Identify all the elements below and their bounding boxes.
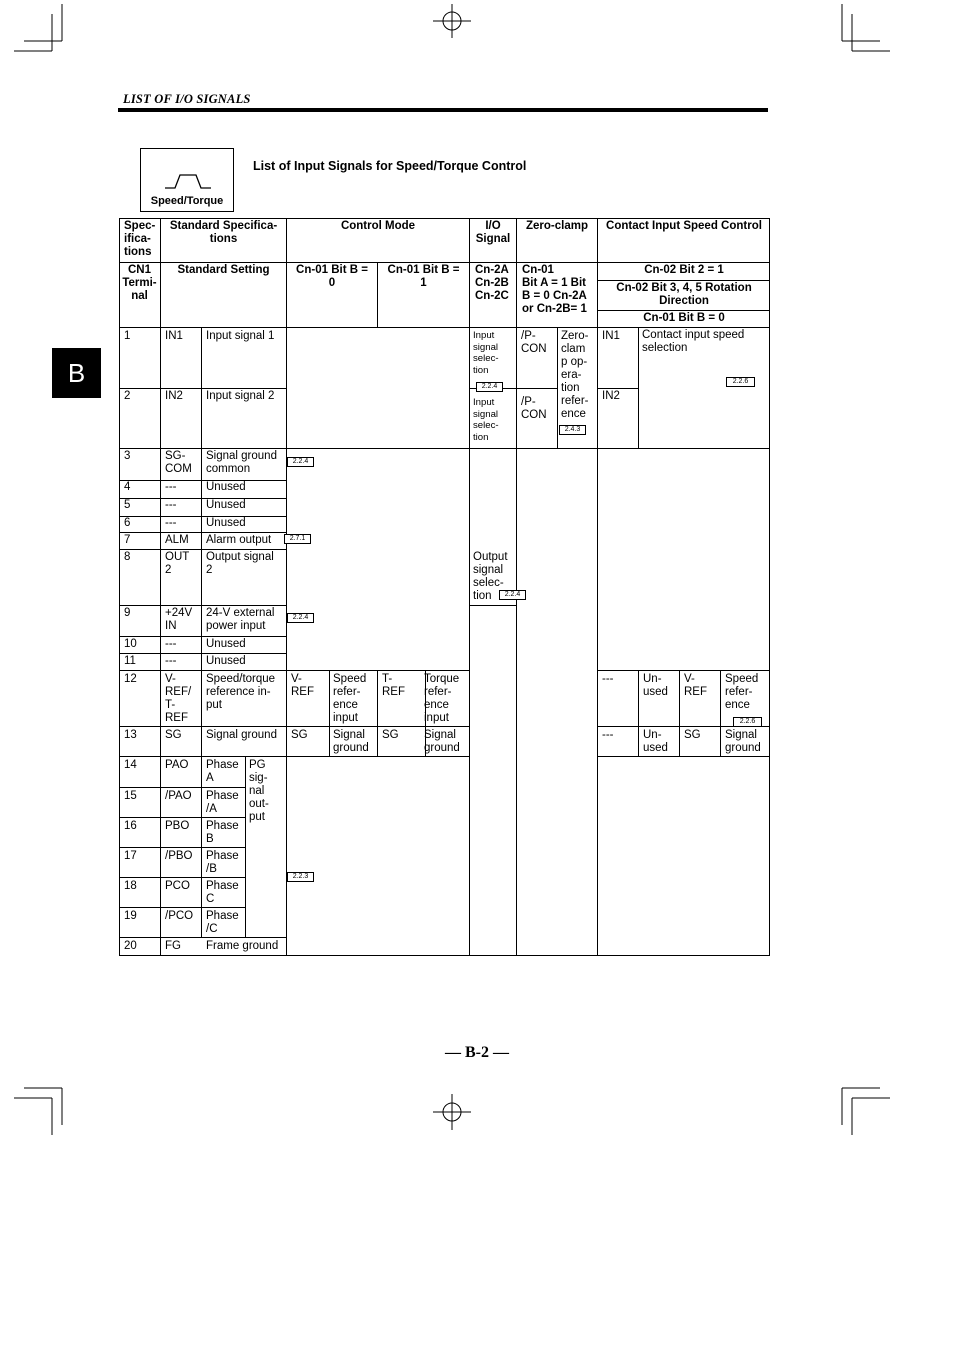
- hdr-zero-clamp-parameters: Cn-01 Bit A = 1 Bit B = 0 Cn-2A or Cn-2B= 1: [522, 264, 587, 315]
- row-14-description: Phase A: [206, 759, 239, 784]
- row-18-terminal: 18: [124, 880, 137, 892]
- row-5-signal: ---: [165, 499, 177, 511]
- section-ref: 2.2.4: [287, 613, 314, 623]
- control-mode-box: [140, 148, 234, 212]
- hdr-cn1-terminal: CN1 Termi- nal: [122, 264, 157, 302]
- row-13-contact-col2: Un- used: [643, 729, 668, 754]
- row-7-signal: ALM: [165, 534, 189, 546]
- hdr-contact-input-speed-control: Contact Input Speed Control: [606, 220, 762, 232]
- row-14-signal: PAO: [165, 759, 189, 771]
- section-ref: 2.2.6: [726, 377, 755, 387]
- row-5-description: Unused: [206, 499, 246, 511]
- hdr-io-signal: I/O Signal: [475, 220, 511, 245]
- row-2-io-selection: Input signal selec- tion: [473, 397, 499, 443]
- row-19-signal: /PCO: [165, 910, 194, 922]
- hdr-cn02-bit345: Cn-02 Bit 3, 4, 5 Rotation Direction: [616, 282, 752, 307]
- trapezoid-speed-profile-icon: [165, 171, 211, 191]
- row-8-description: Output signal 2: [206, 551, 274, 576]
- row-11-description: Unused: [206, 655, 246, 667]
- row-20-description: Frame ground: [206, 940, 279, 952]
- section-ref: 2.2.4: [287, 457, 314, 467]
- row-12-mode1-signal: T- REF: [382, 673, 405, 698]
- row-7-description: Alarm output: [206, 534, 272, 546]
- row-12-contact-col1: ---: [602, 673, 614, 685]
- row-8-io-selection: Output signal selec- tion: [473, 551, 508, 602]
- row-4-signal: ---: [165, 481, 177, 493]
- row-12-contact-col3: V- REF: [684, 673, 707, 698]
- row-18-description: Phase C: [206, 880, 239, 905]
- row-12-contact-col2: Un- used: [643, 673, 668, 698]
- section-ref: 2.7.1: [284, 534, 311, 544]
- row-8-signal: OUT 2: [165, 551, 190, 576]
- hdr-bit-b-1: Cn-01 Bit B = 1: [387, 264, 460, 289]
- row-19-terminal: 19: [124, 910, 137, 922]
- row-1-terminal: 1: [124, 330, 131, 342]
- section-ref: 2.2.4: [499, 590, 526, 600]
- row-2-terminal: 2: [124, 390, 131, 402]
- row-20-signal: FG: [165, 940, 181, 952]
- row-10-terminal: 10: [124, 638, 137, 650]
- row-5-terminal: 5: [124, 499, 131, 511]
- row-9-signal: +24V IN: [165, 607, 193, 632]
- row-11-signal: ---: [165, 655, 177, 667]
- section-ref: 2.2.4: [476, 382, 503, 392]
- row-13-description: Signal ground: [206, 729, 277, 741]
- row-17-signal: /PBO: [165, 850, 193, 862]
- hdr-standard-specifications: Standard Specifica- tions: [169, 220, 278, 245]
- row-3-terminal: 3: [124, 450, 131, 462]
- row-16-signal: PBO: [165, 820, 190, 832]
- running-header: LIST OF I/O SIGNALS: [123, 92, 251, 106]
- row-15-signal: /PAO: [165, 790, 192, 802]
- row-3-description: Signal ground common: [206, 450, 277, 475]
- row-16-description: Phase B: [206, 820, 239, 845]
- hdr-cn02-bit2: Cn-02 Bit 2 = 1: [644, 264, 724, 276]
- row-3-signal: SG- COM: [165, 450, 192, 475]
- row-12-terminal: 12: [124, 673, 137, 685]
- row-15-description: Phase /A: [206, 790, 239, 815]
- row-1-signal: IN1: [165, 330, 183, 342]
- row-13-contact-col1: ---: [602, 729, 614, 741]
- row-9-description: 24-V external power input: [206, 607, 275, 632]
- row-14-terminal: 14: [124, 759, 137, 771]
- section-ref: 2.4.3: [559, 425, 586, 435]
- row-6-description: Unused: [206, 517, 246, 529]
- row-11-terminal: 11: [124, 655, 136, 667]
- section-ref: 2.2.3: [287, 872, 314, 882]
- row-13-signal: SG: [165, 729, 182, 741]
- row-18-signal: PCO: [165, 880, 190, 892]
- row-2-zero-clamp-signal: /P- CON: [521, 396, 547, 421]
- hdr-control-mode: Control Mode: [340, 220, 416, 232]
- row-2-contact-signal: IN2: [602, 390, 620, 402]
- row-10-signal: ---: [165, 638, 177, 650]
- row-13-contact-col3: SG: [684, 729, 701, 741]
- row-13-mode0-signal: SG: [291, 729, 308, 741]
- row-17-terminal: 17: [124, 850, 137, 862]
- row-19-description: Phase /C: [206, 910, 239, 935]
- header-rule: [118, 108, 768, 112]
- row-9-terminal: 9: [124, 607, 131, 619]
- hdr-zero-clamp: Zero-clamp: [526, 220, 588, 232]
- row-12-signal: V- REF/ T- REF: [165, 673, 192, 724]
- row-12-mode0-description: Speed refer- ence input: [333, 673, 367, 724]
- row-12-mode0-signal: V- REF: [291, 673, 314, 698]
- row-10-description: Unused: [206, 638, 246, 650]
- row-16-terminal: 16: [124, 820, 137, 832]
- control-mode-label: Speed/Torque: [150, 195, 224, 207]
- row-2-signal: IN2: [165, 390, 183, 402]
- zero-clamp-operation-reference: Zero- clam p op- era- tion refer- ence: [561, 330, 589, 420]
- row-1-description: Input signal 1: [206, 330, 275, 342]
- row-1-contact-signal: IN1: [602, 330, 620, 342]
- row-12-description: Speed/torque reference in- put: [206, 673, 276, 711]
- row-4-terminal: 4: [124, 481, 131, 493]
- row-20-terminal: 20: [124, 940, 137, 952]
- row-1-io-selection: Input signal selec- tion: [473, 330, 499, 376]
- hdr-specifications: Spec- ifica- tions: [124, 220, 156, 258]
- row-13-mode0-description: Signal ground: [333, 729, 369, 754]
- hdr-bit-b-0: Cn-01 Bit B = 0: [296, 264, 368, 289]
- hdr-standard-setting: Standard Setting: [177, 264, 270, 276]
- page-heading: List of Input Signals for Speed/Torque Control: [253, 159, 527, 173]
- row-12-contact-col4: Speed refer- ence: [725, 673, 759, 711]
- row-2-description: Input signal 2: [206, 390, 275, 402]
- hdr-io-parameters: Cn-2A Cn-2B Cn-2C: [475, 264, 509, 302]
- row-8-terminal: 8: [124, 551, 131, 563]
- row-1-zero-clamp-signal: /P- CON: [521, 330, 547, 355]
- row-6-terminal: 6: [124, 517, 131, 529]
- row-6-signal: ---: [165, 517, 177, 529]
- appendix-tab: B: [52, 348, 101, 398]
- row-1-contact-description: Contact input speed selection: [642, 329, 745, 354]
- pg-signal-output: PG sig- nal out- put: [249, 759, 269, 823]
- row-15-terminal: 15: [124, 790, 137, 802]
- row-7-terminal: 7: [124, 534, 131, 546]
- row-13-mode1-description: Signal ground: [424, 729, 460, 754]
- section-ref: 2.2.6: [733, 717, 762, 727]
- hdr-cn01-bitb: Cn-01 Bit B = 0: [643, 312, 725, 324]
- io-signal-table: [119, 218, 770, 956]
- row-13-contact-col4: Signal ground: [725, 729, 761, 754]
- page-number: — B-2 —: [445, 1044, 509, 1061]
- row-13-terminal: 13: [124, 729, 137, 741]
- row-13-mode1-signal: SG: [382, 729, 399, 741]
- row-12-mode1-description: Torque refer- ence input: [424, 673, 460, 724]
- row-17-description: Phase /B: [206, 850, 239, 875]
- row-4-description: Unused: [206, 481, 246, 493]
